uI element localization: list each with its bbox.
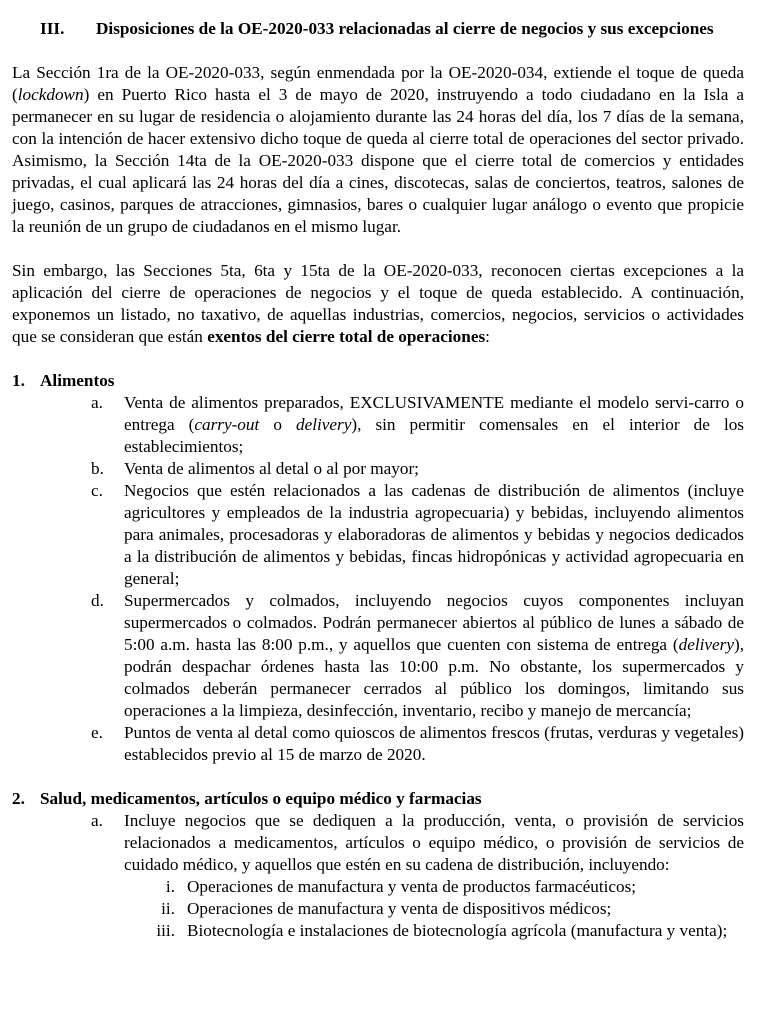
list-item: b. Venta de alimentos al detal o al por mayor; — [91, 459, 419, 478]
list-salud — [91, 810, 744, 942]
list-item: d. Supermercados y colmados, incluyendo negocios cuyos componentes incluyan supermercados o colmados. Podrán permanecer abiertos al público de lunes a sábado de 5:00 a.m. hasta las 8:00 p.m., y aquellos que cuenten con sistema de entrega (delivery), podrán despachar órdenes hasta las 10:00 p.m. No obstante, los supermercados y colmados deberán permanecer cerrados al público los domingos, limitando sus operaciones a la limpieza, desinfección, inventario, recibo y manejo de mercancía; — [91, 591, 744, 720]
section-number: III. — [40, 19, 65, 38]
list-item: a. Venta de alimentos preparados, EXCLUSIVAMENTE mediante el modelo servi-carro o entrega (carry-out o delivery), sin permitir comensales en el interior de los establecimientos; — [91, 393, 744, 456]
sublist-item: iii. Biotecnología e instalaciones de biotecnología agrícola (manufactura y venta); — [156, 921, 728, 940]
list-item: e. Puntos de venta al detal como quioscos de alimentos frescos (frutas, verduras y vegetales) establecidos previo al 15 de marzo de 2020. — [91, 723, 744, 764]
section-heading — [12, 18, 744, 40]
list-heading-alimentos: 1. Alimentos — [12, 371, 115, 390]
list-item: a. Incluye negocios que se dediquen a la producción, venta, o provisión de servicios relacionados a medicamentos, artículos o equipo médico, o provisión de servicios de cuidado médico, y aquellos que estén en su cadena de distribución, incluyendo: — [91, 811, 744, 874]
section-title: Disposiciones de la OE-2020-033 relacionadas al cierre de negocios y sus excepciones — [96, 19, 714, 38]
list-item: c. Negocios que estén relacionados a las cadenas de distribución de alimentos (incluye agricultores y empleados de la industria agropecuaria) y bebidas, incluyendo alimentos para animales, procesadoras y elaboradoras de alimentos y bebidas y negocios dedicados a la distribución de alimentos y bebidas, fincas hidropónicas y actividad agropecuaria en general; — [91, 481, 744, 588]
document-page — [12, 18, 744, 942]
sublist-item: i. Operaciones de manufactura y venta de productos farmacéuticos; — [165, 877, 637, 896]
list-heading-salud: 2. Salud, medicamentos, artículos o equipo médico y farmacias — [12, 789, 482, 808]
sublist-salud — [142, 876, 744, 942]
sublist-item: ii. Operaciones de manufactura y venta de dispositivos médicos; — [161, 899, 612, 918]
paragraph-lockdown: La Sección 1ra de la OE-2020-033, según enmendada por la OE-2020-034, extiende el toque de queda (lockdown) en Puerto Rico hasta el 3 de mayo de 2020, instruyendo a todo ciudadano en la Isla a permanecer en su lugar de residencia o alojamiento durante las 24 horas del día, los 7 días de la semana, con la intención de hacer extensivo dicho toque de queda al cierre total de operaciones del sector privado. Asimismo, la Sección 14ta de la OE-2020-033 dispone que el cierre total de comercios y entidades privadas, el cual aplicará las 24 horas del día a cines, discotecas, salas de conciertos, teatros, salones de juego, casinos, parques de atracciones, gimnasios, bares o cualquier lugar análogo o evento que propicie la reunión de un grupo de ciudadanos en el mismo lugar. — [12, 63, 744, 236]
list-alimentos — [91, 392, 744, 766]
paragraph-exceptions: Sin embargo, las Secciones 5ta, 6ta y 15ta de la OE-2020-033, reconocen ciertas excepciones a la aplicación del cierre de operaciones de negocios y el toque de queda establecido. A continuación, exponemos un listado, no taxativo, de aquellas industrias, comercios, negocios, servicios o actividades que se consideran que están exentos del cierre total de operaciones: — [12, 261, 744, 346]
